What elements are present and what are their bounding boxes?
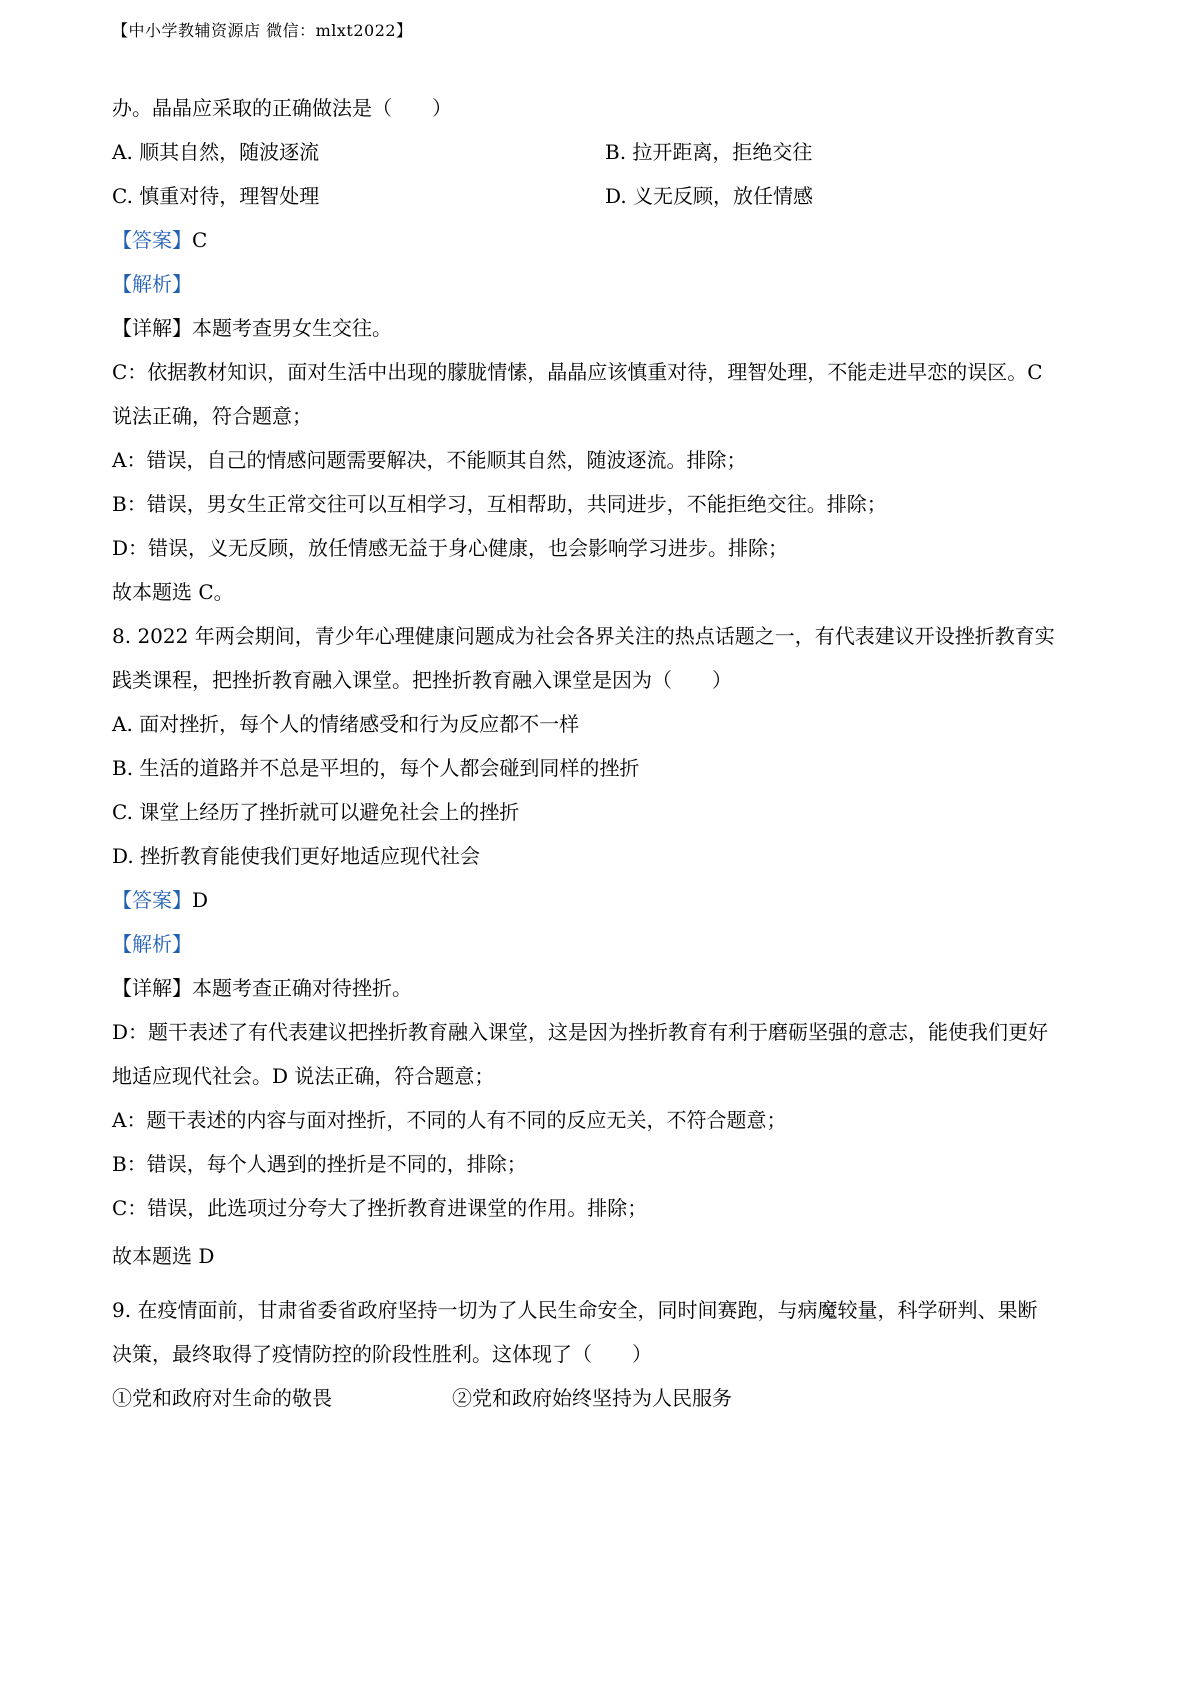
q9-item-1: ①党和政府对生命的敬畏 [112, 1386, 332, 1410]
answer-value: D [192, 888, 209, 912]
q7-answer [112, 226, 1100, 254]
q9-item-2: ②党和政府始终坚持为人民服务 [452, 1386, 732, 1410]
q8-stem: 践类课程，把挫折教育融入课堂。把挫折教育融入课堂是因为（ ） [112, 668, 732, 692]
q8-detail [112, 974, 1100, 1002]
q7-stem: 办。晶晶应采取的正确做法是（ ） [112, 96, 452, 120]
detail-label: 【详解】 [112, 316, 192, 340]
q8-explain-line: D：题干表述了有代表建议把挫折教育融入课堂，这是因为挫折教育有利于磨砺坚强的意志，能使我们更好 [112, 1020, 1049, 1044]
q8-analysis-label: 【解析】 [112, 932, 192, 956]
q7-explain-line: 说法正确，符合题意； [112, 404, 312, 428]
q8-option-a: A. 面对挫折，每个人的情绪感受和行为反应都不一样 [112, 712, 580, 736]
detail-text: 本题考查男女生交往。 [192, 316, 392, 340]
q7-explain-line: B：错误，男女生正常交往可以互相学习，互相帮助，共同进步，不能拒绝交往。排除； [112, 492, 887, 516]
q8-explain-line: 地适应现代社会。D 说法正确，符合题意； [112, 1064, 495, 1088]
q8-explain-line: C：错误，此选项过分夸大了挫折教育进课堂的作用。排除； [112, 1196, 648, 1220]
q7-explain-line: D：错误，义无反顾，放任情感无益于身心健康，也会影响学习进步。排除； [112, 536, 789, 560]
q7-explain-line: C：依据教材知识，面对生活中出现的朦胧情愫，晶晶应该慎重对待，理智处理，不能走进早恋的误区。C [112, 360, 1043, 384]
q9-stem: 9. 在疫情面前，甘肃省委省政府坚持一切为了人民生命安全，同时间赛跑，与病魔较量，科学研判、果断 [112, 1298, 1038, 1322]
q7-explain-line: A：错误，自己的情感问题需要解决，不能顺其自然，随波逐流。排除； [112, 448, 747, 472]
answer-label: 【答案】 [112, 228, 192, 252]
q8-stem: 8. 2022 年两会期间，青少年心理健康问题成为社会各界关注的热点话题之一，有代表建议开设挫折教育实 [112, 624, 1055, 648]
answer-label: 【答案】 [112, 888, 192, 912]
q7-option-d: D. 义无反顾，放任情感 [605, 184, 814, 208]
q8-explain-line: B：错误，每个人遇到的挫折是不同的，排除； [112, 1152, 527, 1176]
q8-explain-line: A：题干表述的内容与面对挫折，不同的人有不同的反应无关，不符合题意； [112, 1108, 787, 1132]
q7-option-c: C. 慎重对待，理智处理 [112, 184, 320, 208]
q9-stem: 决策，最终取得了疫情防控的阶段性胜利。这体现了（ ） [112, 1342, 652, 1366]
q7-detail [112, 314, 1100, 342]
q8-explain-line: 故本题选 D [112, 1244, 215, 1268]
q7-explain-line: 故本题选 C。 [112, 580, 234, 604]
q7-analysis-label: 【解析】 [112, 272, 192, 296]
q7-option-b: B. 拉开距离，拒绝交往 [605, 140, 813, 164]
detail-label: 【详解】 [112, 976, 192, 1000]
q8-option-c: C. 课堂上经历了挫折就可以避免社会上的挫折 [112, 800, 520, 824]
q7-option-a: A. 顺其自然，随波逐流 [112, 140, 320, 164]
answer-value: C [192, 228, 208, 252]
q8-answer [112, 886, 1100, 914]
q8-option-b: B. 生活的道路并不总是平坦的，每个人都会碰到同样的挫折 [112, 756, 640, 780]
q8-option-d: D. 挫折教育能使我们更好地适应现代社会 [112, 844, 481, 868]
page-header: 【中小学教辅资源店 微信：mlxt2022】 [112, 21, 413, 40]
detail-text: 本题考查正确对待挫折。 [192, 976, 412, 1000]
